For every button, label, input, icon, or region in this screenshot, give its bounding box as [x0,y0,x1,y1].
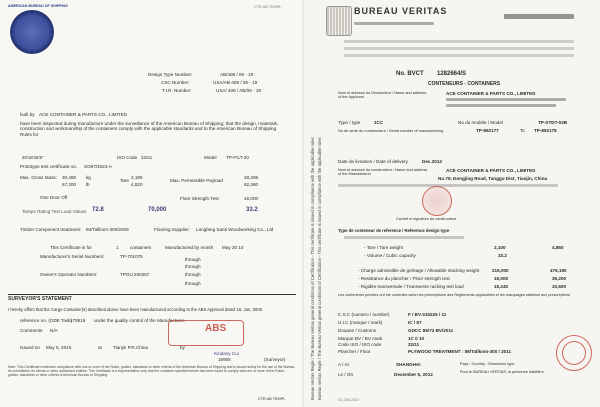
vertical-margin-text-2: Bureau Veritas Regle / The Bureau Veritas general conditions of Certification - This certificate is issued in compliance with the applicable rules [317,137,322,400]
reference-value: 179519 [70,318,86,323]
delivery-label: Date de livraison / Date of delivery [338,159,408,164]
delivery-value: Dec.2012 [422,159,442,164]
uic-value: IC / 87 [408,320,422,325]
footer-note: Note: This Certificate evidences compliance with one or more of the Rules, guides, standards or other criteria of the American Bureau of Shipping and is issued solely for the use of the Bureau, its committees, its clients or other authorized entities. This Certificate is a representation only that the container specified herein has been found to comply with one or more of the Rules, guides, standards or other criteria of American Bureau of Shipping. [8,365,296,377]
payload-kg: 28,295 [244,175,259,180]
volume-label: - Volume / Cubic capacity [364,253,416,258]
abs-logo-text: AMERICAN BUREAU OF SHIPPING [8,4,68,8]
applicant-label: Nom et adresse du Demandeur / Name and address of the Applicant [338,91,427,100]
bv-mark-label: Marque BV / BV mark [338,336,383,341]
country-label: Pays / Country - Dimension type [460,362,515,366]
serial-label: No de serie du constructeur / Serial number of manufacturing [338,128,444,133]
date-value: December 5, 2012 [394,372,433,377]
owner-value: TPOU 200267 [120,272,150,277]
serial-value: TP-701075 [120,254,143,259]
stacking-label: - Charge admissible de gerbage / Allowable stacking weight [358,268,480,273]
gross-mass-label: Max. Gross Mass: [20,175,58,180]
door-off-label: One Door Off [40,195,68,200]
number-label: No. BVCT [396,71,424,77]
applicant-value: ACE CONTAINER & PARTS CO., LIMITED [446,91,536,96]
through-4: through [185,281,201,286]
tare-value: 2,100 [494,245,506,250]
iso-value: 22G1 [141,155,153,160]
handwritten-value-3: 33.2 [246,207,258,213]
blurred-ref-1 [344,236,464,239]
flooring-label: Flooring Supplier: [154,227,191,232]
customs-label: Douane / Customs [338,328,377,333]
number-value: 1282664/S [437,71,467,77]
at-label: at [98,345,102,350]
floor-strength-value: 16,000 [244,196,259,201]
blurred-header-5 [344,54,574,57]
date-label: Le / On [338,372,354,377]
stacking-lb: 476,190 [550,268,567,273]
applies-qty: 1 [116,245,119,250]
built-by-label: built by [20,112,35,117]
handwritten-value-2: 70,000 [148,207,167,213]
blurred-applicant-2 [446,104,556,107]
comments-label: Comments: [20,328,44,333]
abs-logo-icon [10,10,54,54]
volume-value: 33.2 [498,253,507,258]
blurred-header-3 [344,40,574,43]
manufactured-value: May 20 10 [222,245,244,250]
issued-value: May 5, 2010 [46,345,72,350]
issued-label: Issued on [20,345,40,350]
iso-code-value: 22G1 [408,342,420,347]
surveyor-code: 16906 [218,357,231,362]
blurred-builder [338,184,558,187]
prototype-value: SO67/4023-A [84,164,112,169]
customs-value: GDCC 86/73 BV/2011 [408,328,454,333]
abs-stamp-text: ABS [205,323,227,334]
model-value: TP-FILT-20 [226,155,249,160]
iso-code-label: Code ISO / ISO code [338,342,382,347]
cachet-label: Cachet et signature du constructeur [396,217,457,221]
uic-label: U.I.C (marque / mark) [338,320,383,325]
size-value: 20'x8'x8'6" [22,155,44,160]
floor-strength-label: Floor Strength Test [180,196,219,201]
timber-value: IM/Tallkom-300/2009 [86,227,129,232]
tare-lb: 4,850 [552,245,564,250]
serial-value: TP-892177 [476,128,499,133]
csc-label: C.S.C (numero / number) [338,312,390,317]
floor-test-label: - Resistance du plancher / Floor strength test [358,276,450,281]
blurred-applicant [446,98,566,101]
bureau-veritas-certificate [304,0,600,407]
csc-value: USA/AB-408 / 06 - 19 [213,80,258,85]
floor-test-value: 16,000 [494,276,509,281]
payload-lb: 62,380 [244,182,259,187]
reference-label: reference no. (ODE Task) [20,318,72,323]
blurred-header-4 [344,47,574,50]
model-value: TP-STDT-02B [538,120,568,125]
header-containers: CONTENEURS - CONTAINERS [428,81,501,87]
built-by-value: ACE CONTAINER & PARTS CO., LIMITED [39,112,128,117]
comments-value: N/A [50,328,58,333]
surveyor-name: Kindany Cui [214,351,239,356]
divider [8,294,296,295]
reference-design-label: Type de conteneur de reference / Reference design type [338,228,450,233]
csc-value: F / BV-315225 / 11 [408,312,447,317]
prototype-label: Prototype test certificate no. [20,164,77,169]
statement-text: I hereby affirm that the Cargo Container(s) described above have been manufactured according to the ABS Approval dated 16, Jan, 2006 [8,307,262,312]
lb-unit: lb [86,182,90,187]
serial-label: Manufacturer's Serial Numbers: [40,254,105,259]
certificate-text: have been inspected during manufacture under the surveillance of the American Bureau of Shipping; that the design, materials, construction and workmanship of the containers comply with the applicable standards and to the American Bureau of Shipping Rules for [20,121,279,137]
type-value: 1CC [374,120,384,125]
floor-value: PLYWOOD TREATMENT : IM/Tallkom-300 / 2011 [408,349,512,354]
test-load-label: Tareps Rating Test Load Values [22,209,87,214]
place-value: SHANGHAI [396,362,421,367]
bureau-veritas-logo-text: BUREAU VERITAS [354,6,448,16]
blurred-header-2 [504,14,574,19]
serial-to-label: To [520,128,525,133]
statement-title: SURVEYOR'S STATEMENT [8,296,72,302]
through-3: through [185,272,201,277]
model-label: No du modele / Model [458,120,503,125]
blurred-header-1 [354,22,434,25]
design-type-label: Design Type Number: [148,72,193,77]
racking-value: 15,240 [494,284,509,289]
conformity-text: Les conteneurs precites ont ete controles selon les prescriptions des Reglements applicables et les marquages satisfont aux prescriptions [338,293,570,297]
bottom-code: CTR AB TEMPL [258,397,286,401]
builder-label: Nom et adresse du constructeur / Name and address of the Manufacturer [338,168,428,177]
tir-label: T.I.R. Number: [162,88,192,93]
manufactured-label: Manufactured by month [165,245,214,250]
tir-value: USA/ 408 / AB/06 - 19 [216,88,261,93]
bureau-veritas-logo-icon [326,6,352,36]
vertical-margin-text: Bureau Veritas Regle / The Bureau Veritas general conditions of Certification - This certificate is issued in compliance with the applicable rules [310,137,315,400]
through-2: through [185,264,201,269]
model-label: Model [204,155,217,160]
floor-test-lb: 35,200 [552,276,567,281]
floor-label: Plancher / Floor [338,349,371,354]
tare-lb: 4,820 [131,182,143,187]
through-1: through [185,257,201,262]
document-code: GL 046 2010 [338,398,359,402]
racking-lb: 33,600 [552,284,567,289]
issuer-text: Pour le BUREAU VERITAS, la personne habilite's [460,370,544,374]
design-type-value: AB/408 / 06 - 19 [220,72,254,77]
tare-label: - Tare / Tare weight [364,245,403,250]
racking-label: - Rigidite transversale / Transverse racking test load [358,284,464,289]
gross-mass-lb: 67,200 [62,182,77,187]
gross-mass-kg: 30,480 [62,175,77,180]
builder-value: ACE CONTAINER & PARTS CO., LIMITED [446,168,536,173]
tare-kg: 2,185 [131,175,143,180]
csc-label: CSC Number: [161,80,190,85]
stacking-value: 216,000 [492,268,509,273]
at-value: Tianjin P.R.China [113,345,148,350]
builder-address: No.79, Dongjing Road, Tanggu Dist, Tianjin, China [438,176,548,181]
kg-unit: kg [86,175,91,180]
applies-text: containers [130,245,152,250]
bv-mark-value: 1C 0 10 [408,336,425,341]
place-label: A / At [338,362,349,367]
reference-text: under the quality control of the Manufacturer. [94,318,186,323]
type-label: Type / type [338,120,361,125]
by-label: by [180,345,185,350]
flooring-value: Langfang Santi Woodworking Co., Ltd [196,227,274,232]
manufacturer-seal-icon [422,186,452,216]
top-right-code: CTR AB TEMPL [254,5,282,9]
timber-label: Timber Component treatment: [20,227,82,232]
handwritten-value-1: 72.8 [92,207,104,213]
applies-label: This Certificate is for [50,245,92,250]
tare-label: Tare [120,178,129,183]
owner-label: Owner's Operator Numbers: [40,272,98,277]
bureau-veritas-stamp-inner-icon [562,341,586,365]
serial-to-value: TP-892178 [534,128,557,133]
iso-label: ISO Code [117,155,138,160]
surveyor-role: (Surveyor) [264,357,286,362]
payload-label: Max. Permissible Payload [170,178,223,183]
